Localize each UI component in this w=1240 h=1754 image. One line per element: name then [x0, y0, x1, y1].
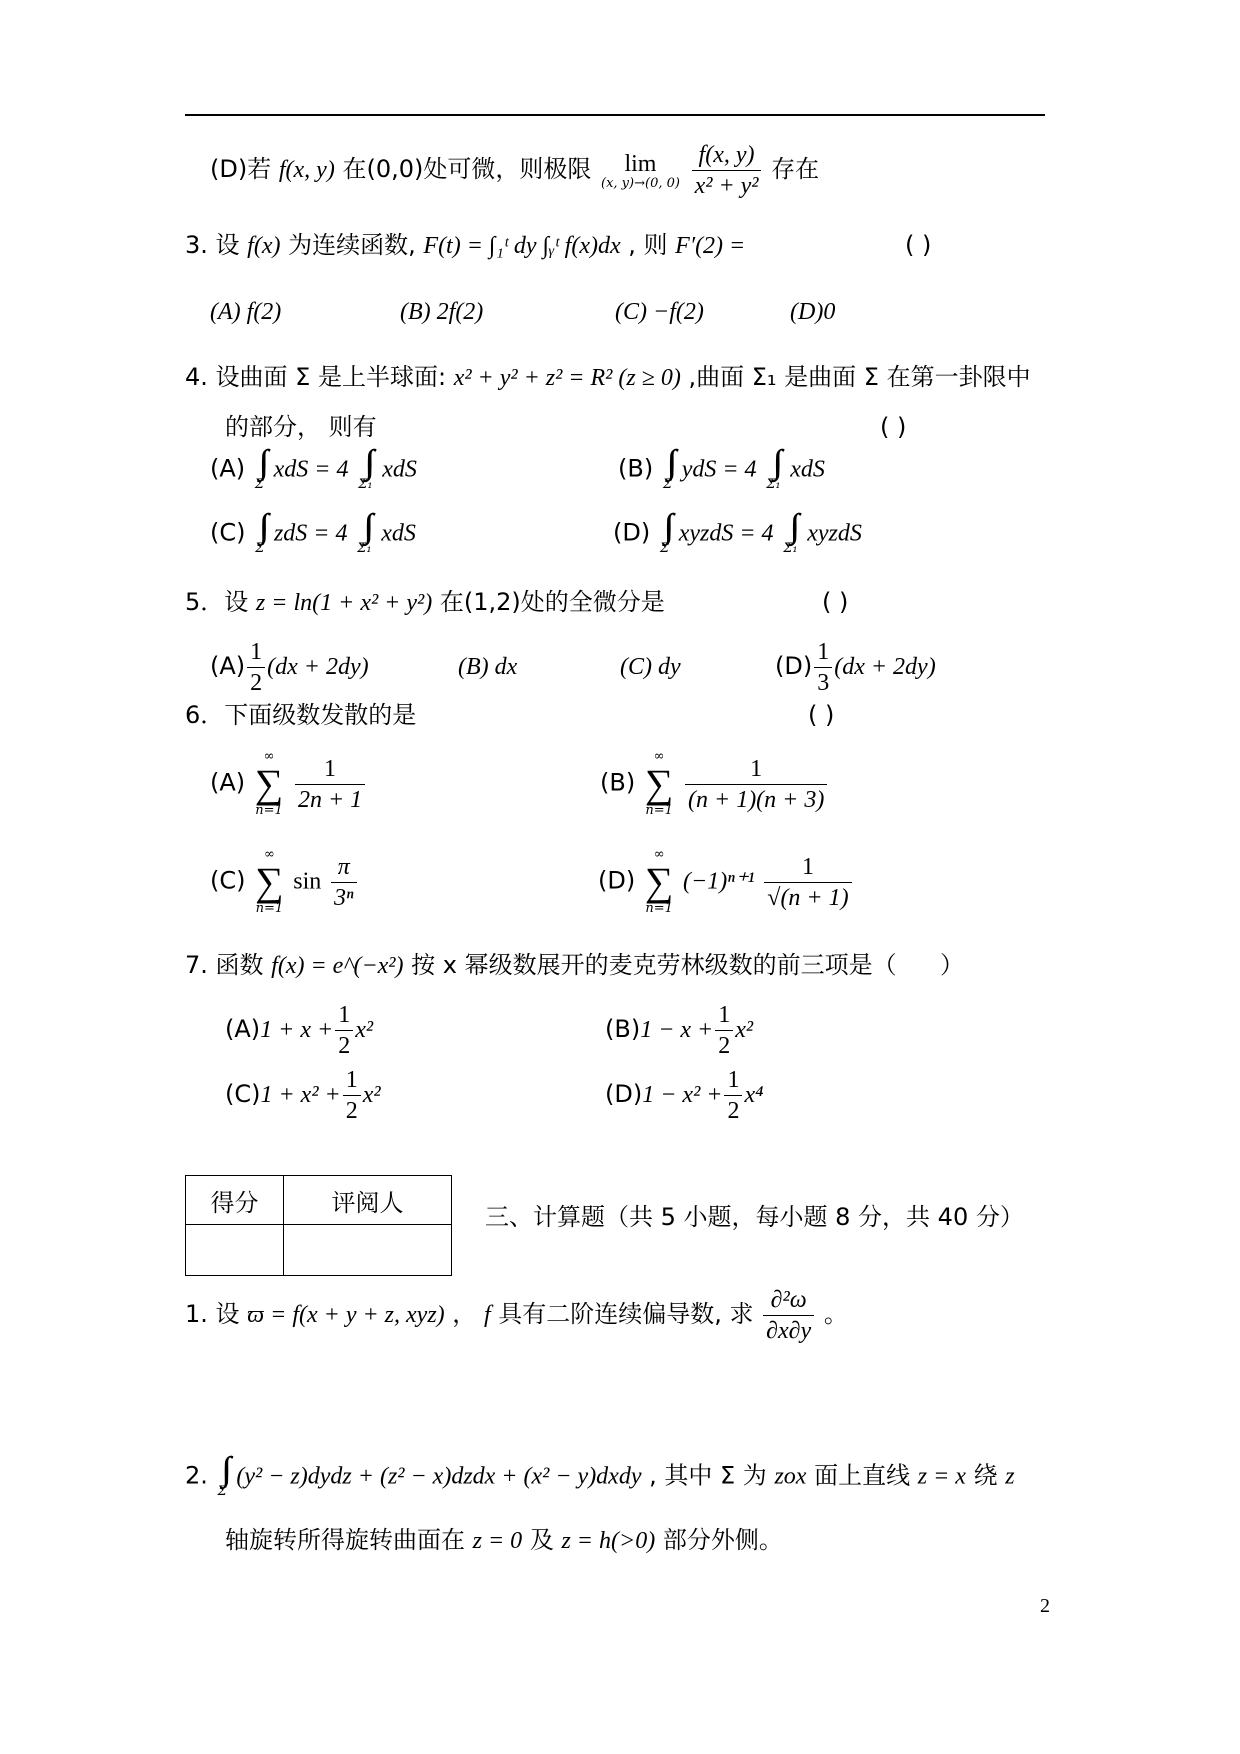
- q6-answer-paren: ( ): [808, 701, 835, 729]
- problem-1: 1. 设 ϖ = f(x + y + z, xyz) ， f 具有二阶连续偏导数, 求 $\frac{\text{∂²ω}}{\partial x\partial y}$ 。: [185, 1287, 848, 1344]
- summation: ∞ ∑ n=1: [644, 847, 674, 916]
- q4-stem: 4. 设曲面 Σ 是上半球面: x² + y² + z² = R² (z ≥ 0) ,曲面 Σ₁ 是曲面 Σ 在第一卦限中: [185, 363, 1031, 391]
- score-table: [185, 1175, 452, 1276]
- q4-option-d: (D) Σ xyzdS = 4 Σ₁ xyzdS: [613, 518, 862, 556]
- q3-option-b: (B) 2f(2): [400, 299, 484, 325]
- q5-answer-paren: ( ): [822, 588, 849, 616]
- sigma-icon: ∑: [644, 761, 674, 806]
- grader-cell[interactable]: [284, 1225, 452, 1276]
- score-cell[interactable]: [186, 1225, 284, 1276]
- q4-stem-line2: 的部分， 则有: [225, 413, 377, 441]
- q4-option-a: (A) Σ xdS = 4 Σ₁ xdS: [210, 454, 417, 492]
- q7-option-c: (C)1 + x² + $\frac{1}{2}$ x²: [225, 1067, 381, 1124]
- q7-answer-paren-close: ）: [940, 951, 964, 979]
- sigma-icon: ∑: [644, 859, 674, 904]
- q3-answer-paren: ( ): [905, 231, 932, 259]
- q6-option-a: (A) ∞ ∑ n=1 $\frac{1}{2n + 1}$: [210, 750, 367, 818]
- section-3-title: 三、计算题（共 5 小题，每小题 8 分，共 40 分）: [485, 1203, 1024, 1231]
- q3-option-c: (C) −f(2): [615, 299, 704, 325]
- q6-option-c: (C) ∞ ∑ n=1 sin $\frac{\pi}{\text{3ⁿ}}$: [210, 848, 359, 916]
- limit-operator: lim (x, y)→(0, 0): [601, 150, 680, 191]
- q2-option-d: (D)若 f(x, y) 在(0,0)处可微，则极限 lim (x, y)→(0, 0) $\frac{f(x, y)}{\text{x² + y²}}$ 存在: [210, 142, 820, 199]
- q5-option-d: (D) $\frac{1}{3}$ (dx + 2dy): [775, 639, 936, 696]
- q5-stem: 5．设 z = ln(1 + x² + y²) 在(1,2)处的全微分是: [185, 588, 665, 616]
- summation: ∞ ∑ n=1: [255, 847, 284, 916]
- q7-stem: 7. 函数 f(x) = e^(−x²) 按 x 幂级数展开的麦克劳林级数的前三项是（: [185, 951, 897, 979]
- problem-2-line2: 轴旋转所得旋转曲面在 z = 0 及 z = h(>0) 部分外侧。: [225, 1526, 783, 1554]
- problem-2: 2. Σ (y² − z)dydz + (z² − x)dzdx + (x² − y)dxdy , 其中 Σ 为 zox 面上直线 z = x 绕 z: [185, 1461, 1015, 1499]
- q7-option-d: (D)1 − x² + $\frac{1}{2}$ x⁴: [605, 1067, 764, 1124]
- q4-answer-paren: ( ): [880, 413, 907, 441]
- q5-option-b: (B) dx: [458, 654, 518, 680]
- q7-option-a: (A)1 + x + $\frac{1}{2}$ x²: [225, 1002, 374, 1059]
- header-rule: [185, 114, 1045, 116]
- score-header: 得分: [186, 1176, 284, 1225]
- grader-header: 评阅人: [284, 1176, 452, 1225]
- q3-stem: 3. 设 f(x) 为连续函数, F(t) = ∫₁ᵗ dy ∫ᵧᵗ f(x)dx , 则 F′(2) =: [185, 231, 746, 259]
- q3-option-d: (D)0: [790, 299, 836, 325]
- summation: ∞ ∑ n=1: [254, 749, 284, 818]
- q3-option-a: (A) f(2): [210, 299, 282, 325]
- sigma-icon: ∑: [255, 859, 284, 904]
- q6-option-d: (D) ∞ ∑ n=1 (−1)ⁿ⁺¹ $\frac{1}{√(n + 1)}$: [598, 848, 854, 916]
- partial-derivative: $\frac{\text{∂²ω}}{\partial x\partial y}$: [763, 1285, 814, 1346]
- q5-option-c: (C) dy: [620, 654, 681, 680]
- limit-fraction: $\frac{f(x, y)}{\text{x² + y²}}$: [692, 140, 762, 201]
- summation: ∞ ∑ n=1: [644, 749, 674, 818]
- sigma-icon: ∑: [254, 761, 284, 806]
- q4-option-b: (B) Σ ydS = 4 Σ₁ xdS: [618, 454, 825, 492]
- page-number: 2: [1040, 1595, 1050, 1617]
- q5-option-a: (A) $\frac{1}{2}$ (dx + 2dy): [210, 639, 369, 696]
- q7-option-b: (B)1 − x + $\frac{1}{2}$ x²: [605, 1002, 754, 1059]
- q6-option-b: (B) ∞ ∑ n=1 $\frac{1}{(n + 1)(n + 3)}$: [600, 750, 829, 818]
- q6-stem: 6．下面级数发散的是: [185, 701, 417, 729]
- q4-option-c: (C) Σ zdS = 4 Σ₁ xdS: [210, 518, 416, 556]
